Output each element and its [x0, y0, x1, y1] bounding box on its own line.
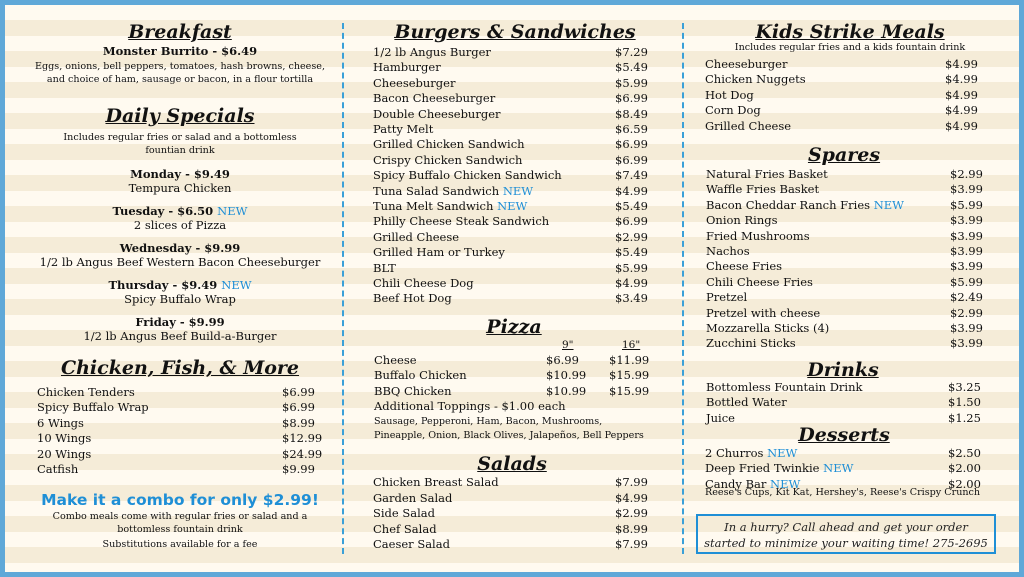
kids-intro: Includes regular fries and a kids fountain drink: [734, 42, 966, 53]
pizza-item-name: Buffalo Chicken: [374, 368, 467, 383]
kids-item-price: $4.99: [945, 57, 978, 71]
new-badge: NEW: [823, 461, 854, 476]
spares-item-price: $3.99: [950, 321, 983, 335]
item-name: Waffle Fries Basket: [706, 182, 820, 197]
burger-item-price: $2.99: [615, 229, 648, 244]
spares-item: [706, 336, 796, 351]
burger-item: [373, 76, 455, 91]
column-divider: [682, 23, 684, 554]
spares-item: [706, 198, 904, 213]
burger-item-price: $5.99: [615, 75, 648, 90]
dessert-item: [705, 461, 853, 476]
menu-board: [5, 5, 1019, 572]
item-name: Double Cheeseburger: [373, 106, 501, 121]
item-name: Onion Rings: [706, 213, 778, 228]
burger-item-price: $7.49: [615, 168, 648, 183]
spares-item-price: $5.99: [950, 197, 983, 212]
item-name: Chili Cheese Dog: [373, 276, 474, 290]
dessert-item-price: $2.00: [948, 461, 981, 476]
pizza-toppings: Pineapple, Onion, Black Olives, Jalapeños, Bell Peppers: [374, 430, 644, 441]
burger-item: [373, 45, 491, 60]
spares-item-price: $2.99: [950, 167, 983, 181]
spares-item-price: $3.99: [950, 244, 983, 258]
item-name: Cheese Fries: [706, 259, 783, 274]
spares-item-price: $3.99: [950, 336, 983, 351]
burger-item: [373, 168, 562, 183]
burger-item: [373, 137, 525, 152]
item-name: Zucchini Sticks: [706, 336, 796, 351]
dessert-item: [705, 446, 797, 461]
item-name: Cheeseburger: [373, 75, 456, 90]
special-day: [135, 315, 224, 330]
kids-item-name: Grilled Cheese: [705, 118, 792, 133]
new-badge: NEW: [497, 199, 528, 213]
salads-heading: Salads: [477, 453, 547, 475]
item-name: Nachos: [706, 244, 750, 258]
kids-heading: Kids Strike Meals: [755, 21, 945, 43]
salad-item-price: $7.99: [615, 475, 648, 489]
spares-item-price: $5.99: [950, 274, 983, 289]
burger-item: [373, 153, 522, 168]
burger-item-price: $3.49: [615, 291, 648, 306]
special-day-label: Monday - $9.49: [130, 167, 230, 181]
special-item: 1/2 lb Angus Beef Western Bacon Cheeseburger: [39, 255, 321, 269]
special-day: [113, 204, 248, 219]
item-name: Hamburger: [373, 60, 441, 75]
chicken-heading: Chicken, Fish, & More: [60, 357, 300, 379]
item-name: BLT: [373, 260, 396, 275]
burger-item-price: $5.99: [615, 260, 648, 275]
pizza-item-price-small: $10.99: [546, 368, 587, 383]
new-badge: NEW: [873, 197, 904, 212]
item-name: Spicy Buffalo Chicken Sandwich: [373, 168, 562, 183]
chicken-item-name: 6 Wings: [37, 415, 84, 430]
pizza-item-price-large: $15.99: [609, 383, 650, 398]
spares-heading: Spares: [807, 144, 881, 166]
spares-item: [706, 275, 813, 290]
burgers-heading: Burgers & Sandwiches: [394, 21, 636, 43]
burger-item: [373, 230, 459, 245]
burger-item-price: $4.99: [615, 276, 648, 290]
drink-item-name: Bottled Water: [706, 395, 787, 410]
spares-item-price: $3.99: [950, 228, 983, 243]
combo-text: Substitutions available for a fee: [102, 539, 258, 550]
item-name: Patty Melt: [373, 122, 434, 136]
kids-item-name: Chicken Nuggets: [705, 72, 806, 87]
kids-item-name: Cheeseburger: [705, 57, 788, 71]
chicken-item-price: $6.99: [282, 385, 315, 399]
breakfast-desc: and choice of ham, sausage or bacon, in a flour tortilla: [46, 74, 314, 85]
item-name: Grilled Chicken Sandwich: [373, 137, 525, 152]
special-day-label: Thursday - $9.49: [108, 278, 218, 292]
pizza-item-price-small: $6.99: [546, 353, 579, 367]
dessert-item-price: $2.50: [948, 446, 981, 460]
special-day-label: Tuesday - $6.50: [112, 204, 214, 218]
chicken-item-name: Catfish: [37, 462, 79, 476]
item-name: Fried Mushrooms: [706, 228, 810, 243]
item-name: Grilled Cheese: [373, 229, 460, 244]
dessert-item-price: $2.00: [948, 476, 981, 491]
pizza-item-name: Cheese: [374, 353, 417, 367]
call-ahead-text: In a hurry? Call ahead and get your order: [724, 520, 968, 534]
chicken-item-price: $9.99: [282, 462, 315, 476]
desserts-note: Reese's Cups, Kit Kat, Hershey's, Reese's Crispy Crunch: [705, 487, 981, 498]
chicken-item-name: 10 Wings: [37, 431, 92, 446]
burger-item-price: $8.49: [615, 106, 648, 121]
burger-item-price: $6.99: [615, 152, 648, 167]
spares-item-price: $2.49: [950, 290, 983, 305]
spares-item: [706, 182, 819, 197]
kids-item-price: $4.99: [945, 72, 978, 87]
drink-item-price: $1.50: [948, 395, 981, 410]
chicken-item-name: Chicken Tenders: [37, 385, 135, 399]
pizza-toppings: Sausage, Pepperoni, Ham, Bacon, Mushrooms,: [374, 416, 603, 427]
burger-item-price: $6.59: [615, 122, 648, 136]
burger-item-price: $4.99: [615, 183, 648, 198]
burger-item: [373, 122, 433, 137]
pizza-size-small: 9": [562, 339, 574, 351]
pizza-size-large: 16": [622, 339, 641, 351]
new-badge: NEW: [770, 476, 801, 491]
spares-item: [706, 306, 820, 321]
item-name: 1/2 lb Angus Burger: [373, 45, 491, 59]
spares-item: [706, 229, 810, 244]
chicken-item-name: Spicy Buffalo Wrap: [37, 400, 149, 415]
pizza-item-price-large: $11.99: [609, 353, 650, 367]
special-item: Tempura Chicken: [128, 181, 232, 195]
chicken-item-price: $8.99: [282, 415, 315, 430]
item-name: Bacon Cheddar Ranch Fries: [706, 197, 871, 212]
drink-item-price: $1.25: [948, 410, 981, 425]
kids-item-price: $4.99: [945, 87, 978, 102]
combo-text: Combo meals come with regular fries or salad and a: [52, 511, 308, 522]
item-name: Chili Cheese Fries: [706, 274, 813, 289]
column-divider: [342, 23, 344, 554]
special-day: [108, 278, 251, 293]
desserts-heading: Desserts: [798, 424, 890, 446]
pizza-item-name: BBQ Chicken: [374, 383, 452, 398]
drink-item-name: Juice: [706, 410, 735, 425]
burger-item-price: $6.99: [615, 214, 648, 229]
spares-item: [706, 259, 782, 274]
spares-item-price: $3.99: [950, 182, 983, 197]
combo-text: bottomless fountain drink: [117, 524, 243, 535]
item-name: Grilled Ham or Turkey: [373, 245, 505, 260]
item-name: Pretzel: [706, 290, 748, 305]
item-name: Candy Bar: [705, 476, 767, 491]
burger-item-price: $5.49: [615, 60, 648, 75]
burger-item: [373, 214, 549, 229]
pizza-heading: Pizza: [486, 316, 542, 338]
salad-item-name: Side Salad: [373, 506, 436, 520]
new-badge: NEW: [217, 204, 248, 218]
special-day-label: Friday - $9.99: [135, 315, 225, 329]
spares-item: [706, 290, 747, 305]
burger-item: [373, 291, 452, 306]
pizza-toppings-label: Additional Toppings - $1.00 each: [374, 399, 566, 413]
item-name: Natural Fries Basket: [706, 167, 828, 181]
specials-intro: Includes regular fries or salad and a bottomless: [63, 132, 297, 143]
salad-item-price: $8.99: [615, 521, 648, 536]
spares-item: [706, 244, 750, 259]
special-day: [130, 167, 230, 182]
new-badge: NEW: [221, 278, 252, 292]
burger-item: [373, 261, 396, 276]
spares-item: [706, 213, 778, 228]
spares-item-price: $3.99: [950, 259, 983, 274]
salad-item-name: Caeser Salad: [373, 537, 450, 551]
burger-item-price: $6.99: [615, 137, 648, 152]
salad-item-price: $2.99: [615, 506, 648, 520]
kids-item-name: Hot Dog: [705, 87, 754, 102]
specials-heading: Daily Specials: [105, 105, 255, 127]
spares-item: [706, 321, 829, 336]
breakfast-desc: Eggs, onions, bell peppers, tomatoes, hash browns, cheese,: [34, 61, 326, 72]
burger-item: [373, 245, 505, 260]
kids-item-price: $4.99: [945, 103, 978, 118]
special-day-label: Wednesday - $9.99: [119, 241, 241, 255]
drink-item-price: $3.25: [948, 380, 981, 394]
pizza-item-price-small: $10.99: [546, 383, 587, 398]
burger-item: [373, 276, 474, 291]
salad-item-name: Chicken Breast Salad: [373, 475, 499, 489]
burger-item: [373, 91, 495, 106]
item-name: Beef Hot Dog: [373, 291, 452, 306]
burger-item-price: $5.49: [615, 199, 648, 213]
kids-item-price: $4.99: [945, 118, 978, 133]
item-name: Deep Fried Twinkie: [705, 461, 820, 476]
burger-item: [373, 184, 533, 199]
item-name: Mozzarella Sticks (4): [706, 321, 830, 335]
breakfast-heading: Breakfast: [128, 21, 232, 43]
drinks-heading: Drinks: [807, 359, 879, 381]
salad-item-price: $4.99: [615, 490, 648, 505]
chicken-item-price: $6.99: [282, 400, 315, 415]
special-item: 1/2 lb Angus Beef Build-a-Burger: [83, 329, 277, 343]
burger-item-price: $6.99: [615, 91, 648, 106]
chicken-item-price: $12.99: [282, 431, 323, 446]
salad-item-name: Chef Salad: [373, 521, 437, 536]
item-name: Bacon Cheeseburger: [373, 91, 496, 106]
spares-item: [706, 167, 828, 182]
drink-item-name: Bottomless Fountain Drink: [706, 380, 863, 394]
spares-item-price: $3.99: [950, 213, 983, 228]
item-name: Tuna Salad Sandwich: [373, 183, 500, 198]
special-item: 2 slices of Pizza: [133, 218, 227, 232]
special-day: [120, 241, 240, 256]
burger-item: [373, 107, 501, 122]
burger-item: [373, 199, 527, 214]
combo-headline: Make it a combo for only $2.99!: [41, 491, 319, 509]
new-badge: NEW: [767, 446, 798, 460]
specials-intro: fountian drink: [145, 145, 215, 156]
call-ahead-text: started to minimize your waiting time! 275-2695: [704, 536, 988, 550]
chicken-item-price: $24.99: [282, 446, 323, 461]
spares-item-price: $2.99: [950, 305, 983, 320]
burger-item-price: $7.29: [615, 45, 648, 59]
kids-item-name: Corn Dog: [705, 103, 761, 118]
item-name: Tuna Melt Sandwich: [373, 199, 494, 213]
salad-item-name: Garden Salad: [373, 490, 453, 505]
breakfast-item: Monster Burrito - $6.49: [102, 44, 258, 58]
item-name: 2 Churros: [705, 446, 764, 460]
burger-item: [373, 60, 441, 75]
new-badge: NEW: [502, 183, 534, 198]
item-name: Philly Cheese Steak Sandwich: [373, 214, 550, 229]
pizza-item-price-large: $15.99: [609, 368, 650, 383]
special-item: Spicy Buffalo Wrap: [124, 292, 236, 306]
burger-item-price: $5.49: [615, 245, 648, 260]
item-name: Pretzel with cheese: [706, 305, 821, 320]
item-name: Crispy Chicken Sandwich: [373, 152, 523, 167]
salad-item-price: $7.99: [615, 537, 648, 551]
chicken-item-name: 20 Wings: [37, 446, 92, 461]
